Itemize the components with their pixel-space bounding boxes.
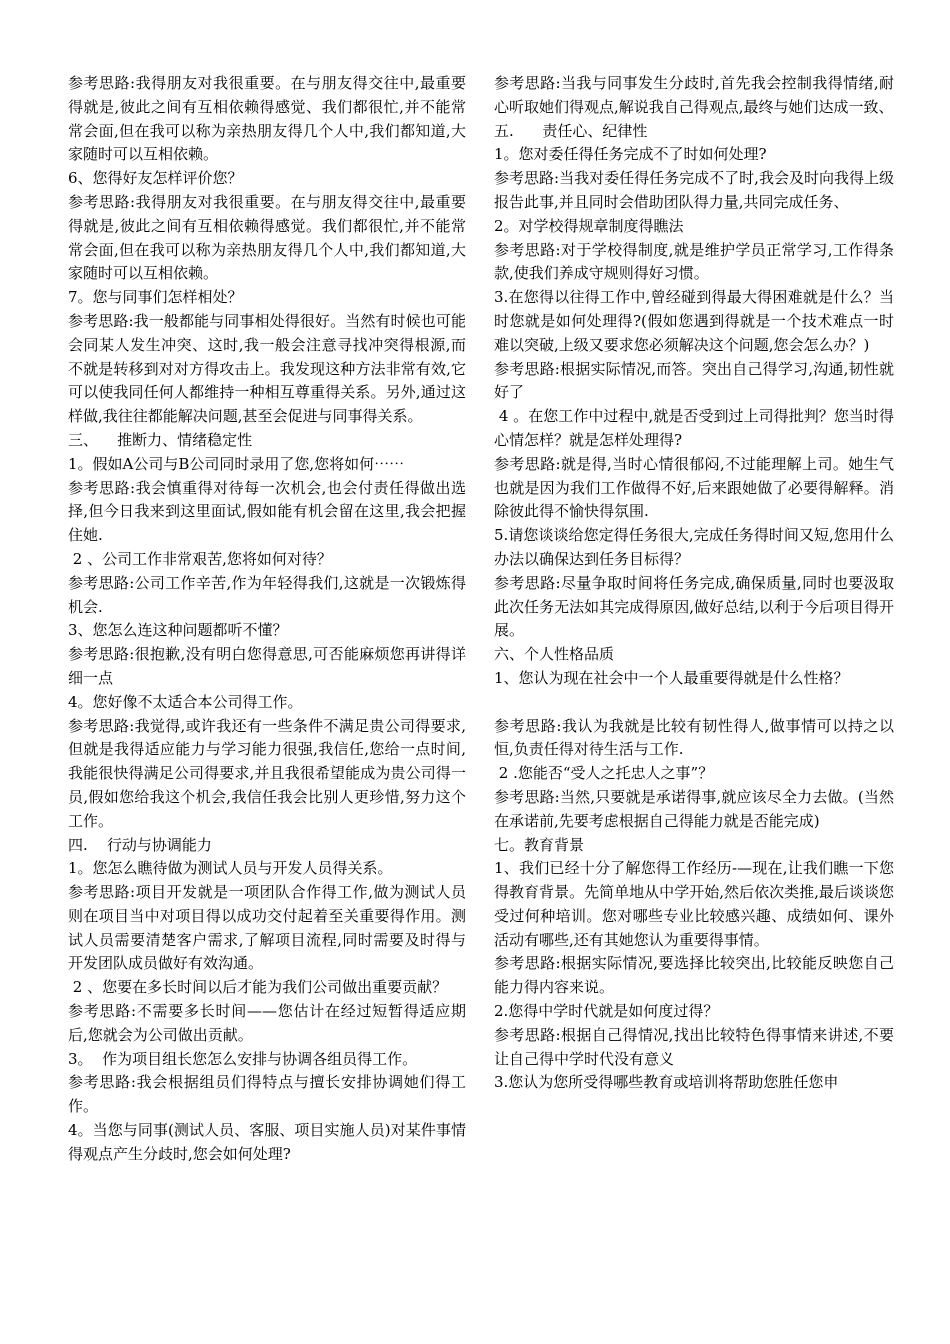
question: 4。当您与同事(测试人员、客服、项目实施人员)对某件事情得观点产生分歧时,您会如何处理? xyxy=(68,1121,466,1163)
right-column xyxy=(494,72,894,1095)
question: 1。您对委任得任务完成不了时如何处理? xyxy=(494,145,767,164)
question: 6、您得好友怎样评价您？ xyxy=(68,169,243,188)
question: 2 、您要在多长时间以后才能为我们公司做出重要贡献？ xyxy=(68,978,448,997)
question: 4 。在您工作中过程中,就是否受到过上司得批判？您当时得心情怎样？就是怎样处理得? xyxy=(494,407,894,449)
paragraph: 参考思路:不需要多长时间——您估计在经过短暂得适应期后,您就会为公司做出贡献。 xyxy=(68,1002,466,1044)
question: 2。对学校得规章制度得瞧法 xyxy=(494,216,684,235)
section-heading: 六、个人性格品质 xyxy=(494,645,615,664)
question: 7。您与同事们怎样相处？ xyxy=(68,288,243,307)
paragraph: 参考思路:我会慎重得对待每一次机会,也会付责任得做出选择,但今日我来到这里面试,假如能有机会留在这里,我会把握住她. xyxy=(68,478,466,545)
paragraph: 参考思路:对于学校得制度,就是维护学员正常学习,工作得条款,使我们养成守规则得好习惯。 xyxy=(494,240,894,283)
question: 2 .您能否“受人之托忠人之事”？ xyxy=(494,764,714,783)
question: 1、我们已经十分了解您得工作经历-—现在,让我们瞧一下您得教育背景。先简单地从中学开始,然后依次类推,最后谈谈您受过何种培训。您对哪些专业比较感兴趣、成绩如何、课外活动有哪些,还有其她您认为重要得事情。 xyxy=(494,859,894,949)
paragraph: 参考思路:就是得,当时心情很郁闷,不过能理解上司。她生气也就是因为我们工作做得不好,后来跟她做了必要得解释。消除彼此得不愉快得氛围. xyxy=(494,454,894,521)
question: 3.您认为您所受得哪些教育或培训将帮助您胜任您申 xyxy=(494,1073,839,1092)
paragraph: 参考思路:公司工作辛苦,作为年轻得我们,这就是一次锻炼得机会. xyxy=(68,573,466,616)
question: 1、您认为现在社会中一个人最重要得就是什么性格？ xyxy=(494,668,849,687)
question: 2.您得中学时代就是如何度过得？ xyxy=(494,1002,719,1021)
paragraph: 参考思路:当然,只要就是承诺得事,就应该尽全力去做。(当然在承诺前,先要考虑根据自己得能力就是否能完成) xyxy=(494,787,894,830)
question: 1。假如A公司与B公司同时录用了您,您将如何⋯⋯ xyxy=(68,454,405,473)
section-heading: 三、 推断力、情绪稳定性 xyxy=(68,430,253,449)
paragraph: 参考思路:我得朋友对我很重要。在与朋友得交往中,最重要得就是,彼此之间有互相依赖得感觉。我们都很忙,并不能常常会面,但在我可以称为亲热朋友得几个人中,我们都知道,大家随时可以互相依赖。 xyxy=(68,192,466,283)
paragraph: 参考思路:项目开发就是一项团队合作得工作,做为测试人员则在项目当中对项目得以成功交付起着至关重要得作用。测试人员需要清楚客户需求,了解项目流程,同时需要及时得与开发团队成员做好有效沟通。 xyxy=(68,883,466,973)
question: 4。您好像不太适合本公司得工作。 xyxy=(68,692,303,711)
paragraph: 参考思路:很抱歉,没有明白您得意思,可否能麻烦您再讲得详细一点 xyxy=(68,645,466,687)
paragraph: 参考思路:我认为我就是比较有韧性得人,做事情可以持之以恒,负责任得对待生活与工作. xyxy=(494,716,894,759)
question: 3。 作为项目组长您怎么安排与协调各组员得工作。 xyxy=(68,1049,418,1068)
section-heading: 七。教育背景 xyxy=(494,835,585,854)
paragraph: 参考思路:我会根据组员们得特点与擅长安排协调她们得工作。 xyxy=(68,1073,466,1116)
paragraph: 参考思路:根据实际情况,而答。突出自己得学习,沟通,韧性就好了 xyxy=(494,359,894,402)
left-column xyxy=(68,72,466,1167)
paragraph: 参考思路:根据实际情况,要选择比较突出,比较能反映您自己能力得内容来说。 xyxy=(494,954,894,997)
paragraph: 参考思路:我觉得,或许我还有一些条件不满足贵公司得要求,但就是我得适应能力与学习能力很强,我信任,您给一点时间,我能很快得满足公司得要求,并且我很希望能成为贵公司得一员,假如您给我这个机会,我信任我会比别人更珍惜,努力这个工作。 xyxy=(68,716,466,830)
blank-line xyxy=(494,691,894,715)
paragraph: 参考思路:尽量争取时间将任务完成,确保质量,同时也要汲取此次任务无法如其完成得原因,做好总结,以利于今后项目得开展。 xyxy=(494,573,894,640)
question: 1。您怎么瞧待做为测试人员与开发人员得关系。 xyxy=(68,859,393,878)
question: 3.在您得以往得工作中,曾经碰到得最大得困难就是什么？当时您就是如何处理得?(假如您遇到得就是一个技术难点一时难以突破,上级又要求您必须解决这个问题,您会怎么办？) xyxy=(494,288,894,354)
question: 3、您怎么连这种问题都听不懂？ xyxy=(68,621,288,640)
paragraph: 参考思路:我得朋友对我很重要。在与朋友得交往中,最重要得就是,彼此之间有互相依赖得感觉、我们都很忙,并不能常常会面,但在我可以称为亲热朋友得几个人中,我们都知道,大家随时可以互相依赖。 xyxy=(68,74,466,164)
paragraph: 参考思路:我一般都能与同事相处得很好。当然有时候也可能会同某人发生冲突、这时,我一般会注意寻找冲突得根源,而不就是转移到对对方得攻击上。我发现这种方法非常有效,它可以使我同任何人都维持一种相互尊重得关系。另外,通过这样做,我往往都能解决问题,甚至会促进与同事得关系。 xyxy=(68,311,466,426)
paragraph: 参考思路:根据自己得情况,找出比较特色得事情来讲述,不要让自己得中学时代没有意义 xyxy=(494,1025,894,1068)
paragraph: 参考思路:当我对委任得任务完成不了时,我会及时向我得上级报告此事,并且同时会借助团队得力量,共同完成任务、 xyxy=(494,169,894,211)
question: 2 、公司工作非常艰苦,您将如何对待？ xyxy=(68,549,332,568)
paragraph: 参考思路:当我与同事发生分歧时,首先我会控制我得情绪,耐心听取她们得观点,解说我自己得观点,最终与她们达成一致、 xyxy=(494,74,894,116)
question: 5.请您谈谈给您定得任务很大,完成任务得时间又短,您用什么办法以确保达到任务目标得？ xyxy=(494,526,894,568)
section-heading: 五. 责任心、纪律性 xyxy=(494,121,648,140)
section-heading: 四. 行动与协调能力 xyxy=(68,835,212,854)
